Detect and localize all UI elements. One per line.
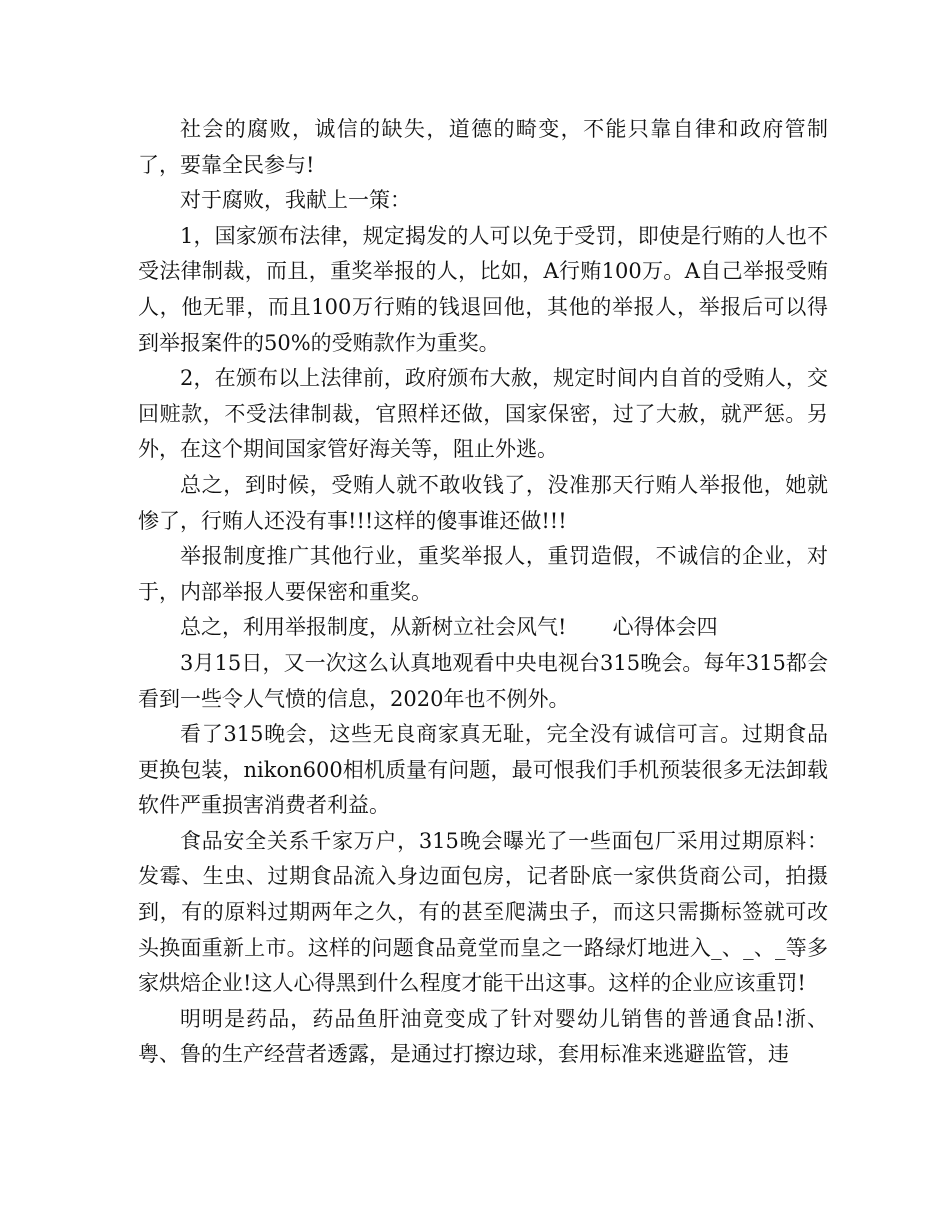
paragraph-proposal-1: 1，国家颁布法律，规定揭发的人可以免于受罚，即使是行贿的人也不受法律制裁，而且，重奖举报的人，比如，A行贿100万。A自己举报受贿人，他无罪，而且100万行贿的钱退回他，其他的举报人，举报后可以得到举报案件的50%的受贿款作为重奖。 xyxy=(138,223,828,355)
paragraph-corruption-intro: 社会的腐败，诚信的缺失，道德的畸变，不能只靠自律和政府管制了，要靠全民参与! xyxy=(138,117,828,177)
paragraph-conclusion-1: 总之，到时候，受贿人就不敢收钱了，没准那天行贿人举报他，她就惨了，行贿人还没有事!!!这样的傻事谁还做!!! xyxy=(138,472,828,533)
conclusion-text: 总之，利用举报制度，从新树立社会风气! xyxy=(180,615,567,640)
paragraph-cod-liver-oil: 明明是药品，药品鱼肝油竟变成了针对婴幼儿销售的普通食品!浙、粤、鲁的生产经营者透露，是通过打擦边球，套用标准来逃避监管，违 xyxy=(138,1006,828,1067)
paragraph-reporting-system: 举报制度推广其他行业，重奖举报人，重罚造假，不诚信的企业，对于，内部举报人要保密和重奖。 xyxy=(138,544,828,604)
paragraph-proposal-2: 2，在颁布以上法律前，政府颁布大赦，规定时间内自首的受贿人，交回赃款，不受法律制裁，官照样还做，国家保密，过了大赦，就严惩。另外，在这个期间国家管好海关等，阻止外逃。 xyxy=(138,366,828,462)
document-body xyxy=(138,112,828,1073)
paragraph-food-safety: 食品安全关系千家万户，315晚会曝光了一些面包厂采用过期原料：发霉、生虫、过期食品流入身边面包房，记者卧底一家供货商公司，拍摄到，有的原料过期两年之久，有的甚至爬满虫子，而这只需撕标签就可改头换面重新上市。这样的问题食品竟堂而皇之一路绿灯地进入_、_、_等多家烘焙企业!这人心得黑到什么程度才能干出这事。这样的企业应该重罚! xyxy=(138,828,828,996)
paragraph-merchants: 看了315晚会，这些无良商家真无耻，完全没有诚信可言。过期食品更换包装，nikon600相机质量有问题，最可恨我们手机预装很多无法卸载软件严重损害消费者利益。 xyxy=(138,722,828,818)
paragraph-proposal-intro: 对于腐败，我献上一策： xyxy=(180,188,411,213)
section-heading: 心得体会四 xyxy=(612,615,718,640)
paragraph-315-gala: 3月15日，又一次这么认真地观看中央电视台315晚会。每年315都会看到一些令人气愤的信息，2020年也不例外。 xyxy=(138,650,828,711)
paragraph-conclusion-2 xyxy=(138,610,828,646)
